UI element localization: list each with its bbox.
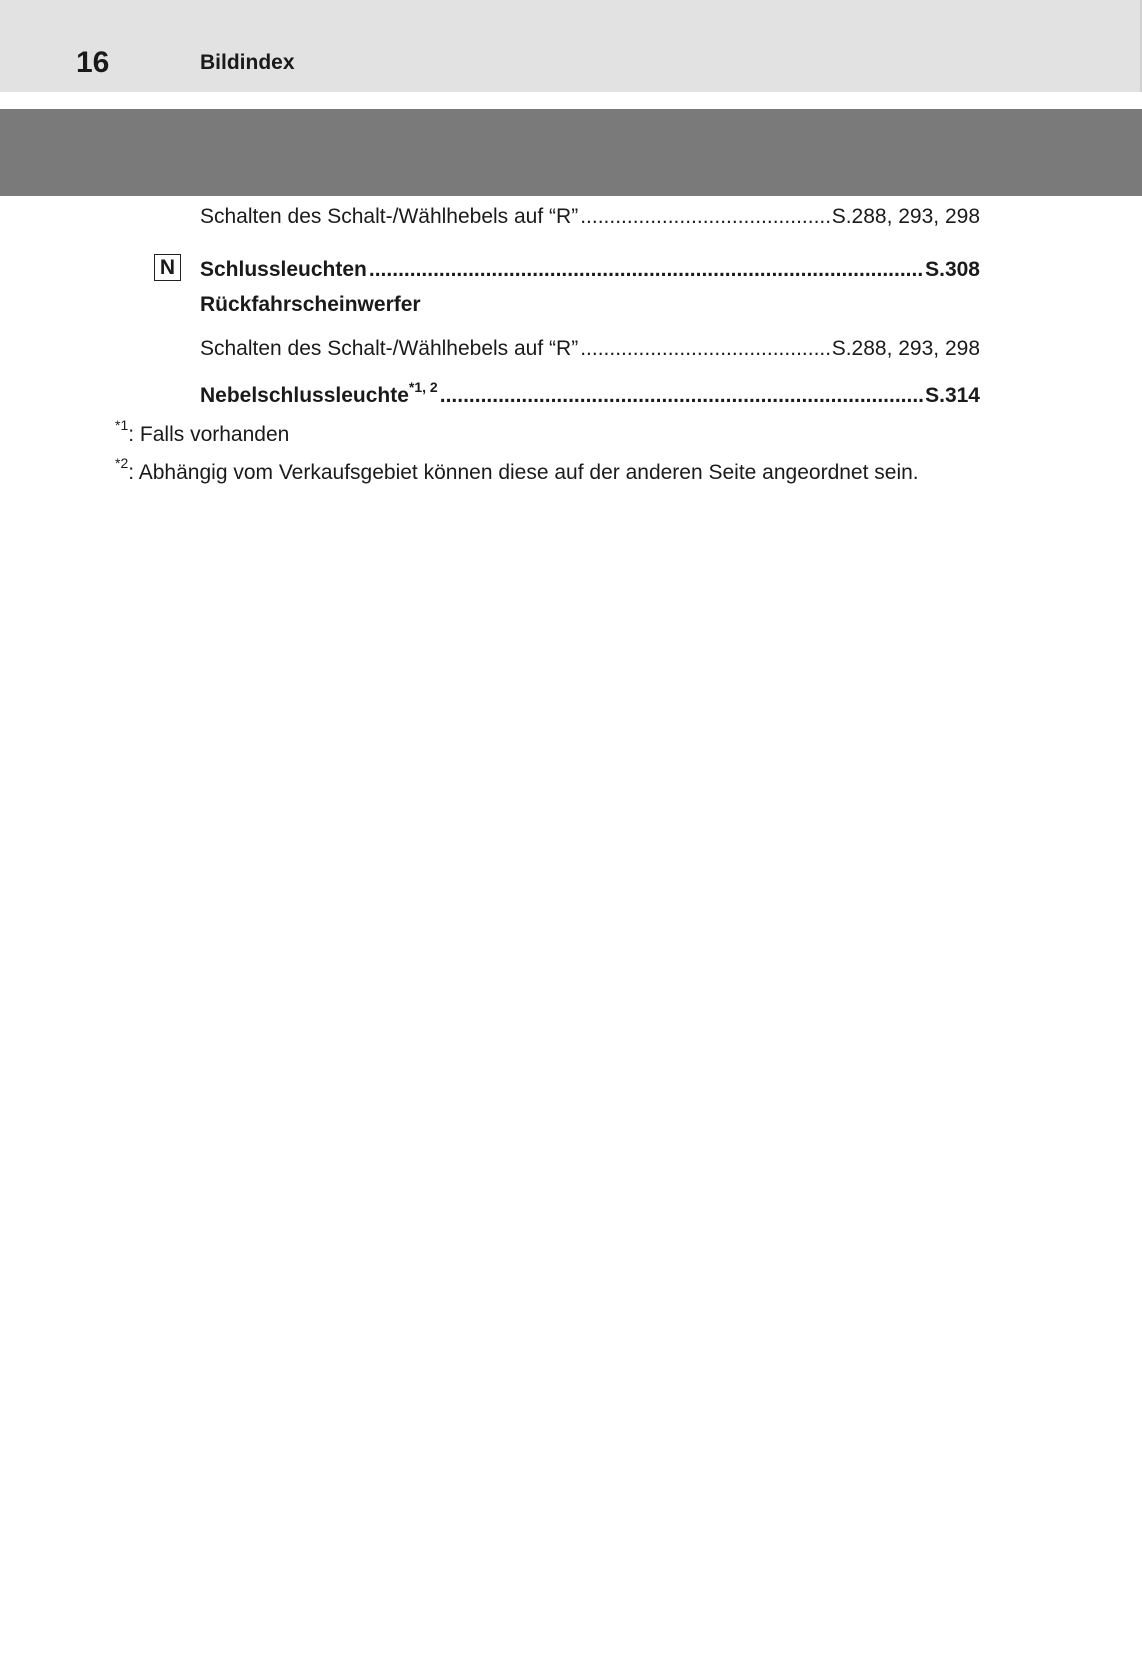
entry-label: Nebelschlussleuchte: [200, 384, 409, 407]
entry-heading: Rückfahrscheinwerfer: [200, 293, 421, 316]
leader-dots: [369, 257, 923, 283]
page-reference[interactable]: S.288, 293, 298: [831, 205, 980, 228]
entry-label: Schlussleuchten: [200, 258, 367, 281]
index-entry: [200, 336, 980, 362]
page-reference[interactable]: S.314: [925, 384, 980, 407]
footnote-marker: *1, 2: [408, 379, 438, 395]
entry-label: Schalten des Schalt-/Wählhebels auf “R”: [200, 337, 579, 360]
page-number: 16: [76, 46, 110, 79]
index-entry: [200, 257, 980, 283]
section-title: Bildindex: [200, 51, 295, 74]
callout-key-n: N: [154, 254, 181, 281]
footnote-mark: *2: [115, 455, 129, 471]
leader-dots: [580, 336, 830, 362]
footnote-text: : Abhängig vom Verkaufsgebiet können diese auf der anderen Seite angeordnet sein.: [128, 461, 919, 484]
index-entry: [200, 204, 980, 230]
page-header: [0, 0, 1142, 92]
header-band: [0, 109, 1142, 196]
footnote: [115, 455, 919, 486]
entry-label: Schalten des Schalt-/Wählhebels auf “R”: [200, 205, 579, 228]
page-reference[interactable]: S.288, 293, 298: [831, 337, 980, 360]
page-reference[interactable]: S.308: [925, 258, 980, 281]
index-entry: [200, 379, 980, 409]
footnote-text: : Falls vorhanden: [128, 423, 290, 446]
leader-dots: [580, 204, 830, 230]
footnote: [115, 417, 290, 448]
leader-dots: [440, 383, 923, 409]
footnote-mark: *1: [115, 417, 129, 433]
